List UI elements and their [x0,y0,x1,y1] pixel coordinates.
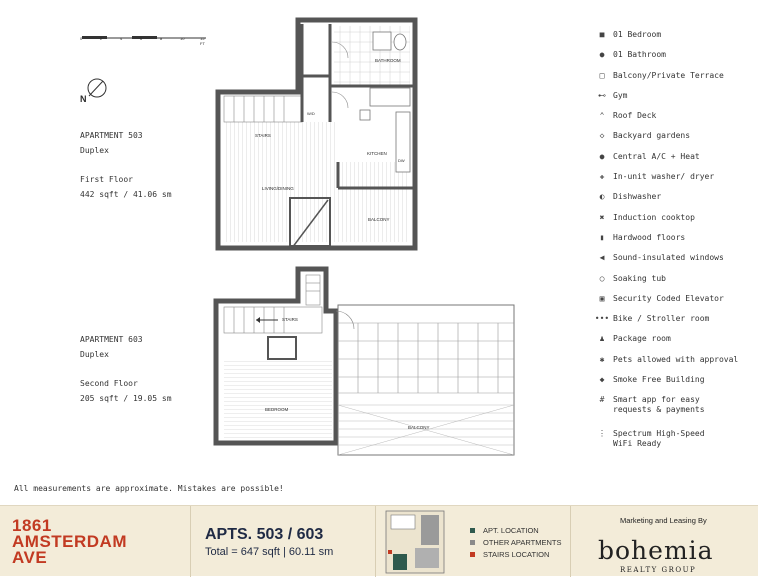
amenity-item [596,355,756,375]
location-map [385,510,445,574]
amenity-label: Smart app for easy requests & payments [613,395,705,415]
amenity-label: Induction cooktop [613,212,695,222]
apartment-603-floor: Second Floor [80,379,138,388]
amenity-item [596,253,756,273]
label-stairs: STAIRS [255,133,271,138]
dots-icon: ••• [594,314,610,324]
compass-label: N [80,94,87,104]
divider [190,506,191,577]
label-bathroom: BATHROOM [375,58,401,63]
disclaimer: All measurements are approximate. Mistakes are possible! [14,484,284,493]
bohemia-logo: bohemia [598,536,714,565]
amenity-item [596,294,756,314]
amenity-label: Dishwasher [613,192,662,202]
circle-outline-icon: ○ [599,273,605,283]
cross-icon: ✖ [599,212,605,222]
diamond-filled-icon: ◆ [599,375,605,385]
marketing-label: Marketing and Leasing By [620,516,707,525]
diamond-icon: ◇ [599,131,605,141]
amenity-label: Gym [613,90,628,100]
divider [375,506,376,577]
address-line-3: AVE [12,548,48,567]
label-wd: W/D [307,111,315,116]
amenity-item [596,152,756,172]
apartment-503-area: 442 sqft / 41.06 sm [80,190,172,199]
total-area: Total = 647 sqft | 60.11 sm [205,546,334,558]
legend [470,524,561,560]
roof-icon: ⌃ [599,111,605,121]
amenity-item [596,71,756,91]
hash-icon: # [599,395,605,405]
scale-label: 4 [120,36,123,41]
legend-stairs-location: STAIRS LOCATION [470,548,561,560]
bohemia-logo-sub: REALTY GROUP [620,566,697,574]
amenity-item [596,50,756,70]
amenities-list [596,30,756,461]
floor-plan-first [210,12,430,252]
square-outline-icon: □ [599,70,605,80]
label-balcony-2: BALCONY [408,425,430,430]
amenity-label: 01 Bathroom [613,50,666,60]
label-bedroom: BEDROOM [265,407,289,412]
amenity-label: Balcony/Private Terrace [613,70,724,80]
scale-label: 10 [180,36,185,41]
amenity-item [596,213,756,233]
house-icon: ▮ [599,232,605,242]
amenity-item [596,91,756,111]
amenity-item [596,172,756,192]
amenity-label: Backyard gardens [613,131,691,141]
label-kitchen: KITCHEN [367,151,387,156]
amenity-item [596,192,756,212]
legend-other-apartments: OTHER APARTMENTS [470,536,561,548]
apts-title: APTS. 503 / 603 [205,526,324,543]
dumbbell-icon: ⊷ [598,90,606,100]
amenity-label: Package room [613,334,671,344]
amenity-item [596,274,756,294]
plus-icon: ✚ [599,172,605,182]
apartment-603-type: Duplex [80,350,109,359]
amenity-label: Bike / Stroller room [613,314,710,324]
label-stairs-2: STAIRS [282,317,298,322]
amenity-item [596,131,756,151]
amenity-label: Sound-insulated windows [613,253,724,263]
amenity-label: Smoke Free Building [613,375,705,385]
amenity-label: Security Coded Elevator [613,293,724,303]
apartment-503-type: Duplex [80,146,109,155]
scale-label: 6 [140,36,143,41]
lock-icon: ▣ [599,293,605,303]
square-filled-icon: ■ [599,30,605,39]
amenity-label: Roof Deck [613,111,657,121]
amenity-item [596,429,756,461]
amenity-label: Central A/C + Heat [613,151,700,161]
scale-label: 15 FT [200,36,205,46]
scale-label: 0 [80,36,83,41]
amenity-item [596,375,756,395]
compass [80,76,110,106]
scale-label: 8 [160,36,163,41]
amenity-item [596,233,756,253]
amenity-item [596,111,756,131]
floor-plan-second [210,265,520,465]
amenity-label: Pets allowed with approval [613,354,739,364]
amenity-label: Hardwood floors [613,232,686,242]
footer [0,505,758,576]
amenity-item [596,334,756,354]
label-dw: DW [398,158,405,163]
amenity-label: 01 Bedroom [613,30,662,39]
asterisk-icon: ✱ [599,354,605,364]
leaf-icon: ◐ [599,192,605,202]
scale-label: 2 [100,36,103,41]
divider [570,506,571,577]
apartment-503-name: APARTMENT 503 [80,131,143,140]
amenity-item [596,395,756,429]
label-living-dining: LIVING/DINING [262,186,294,191]
address-line-1: 1861 [12,516,52,535]
triangle-left-icon: ◀ [599,253,605,263]
apartment-603-area: 205 sqft / 19.05 sm [80,394,172,403]
scale-bar [80,30,210,46]
circle-filled-icon: ● [599,151,605,161]
apartment-603-info [80,332,172,406]
address-line-2: AMSTERDAM [12,532,127,551]
amenity-label: In-unit washer/ dryer [613,172,715,182]
apartment-603-name: APARTMENT 603 [80,335,143,344]
apartment-503-floor: First Floor [80,175,133,184]
package-icon: ♟ [599,334,605,344]
address [12,518,127,566]
apartment-503-info [80,128,172,202]
amenity-label: Soaking tub [613,273,666,283]
amenity-label: Spectrum High-Speed WiFi Ready [613,429,705,449]
legend-apt-location: APT. LOCATION [470,524,561,536]
amenity-item [596,314,756,334]
amenity-item [596,30,756,50]
drop-icon: ● [599,50,605,60]
vertical-dots-icon: ⋮ [598,429,606,439]
label-balcony: BALCONY [368,217,390,222]
